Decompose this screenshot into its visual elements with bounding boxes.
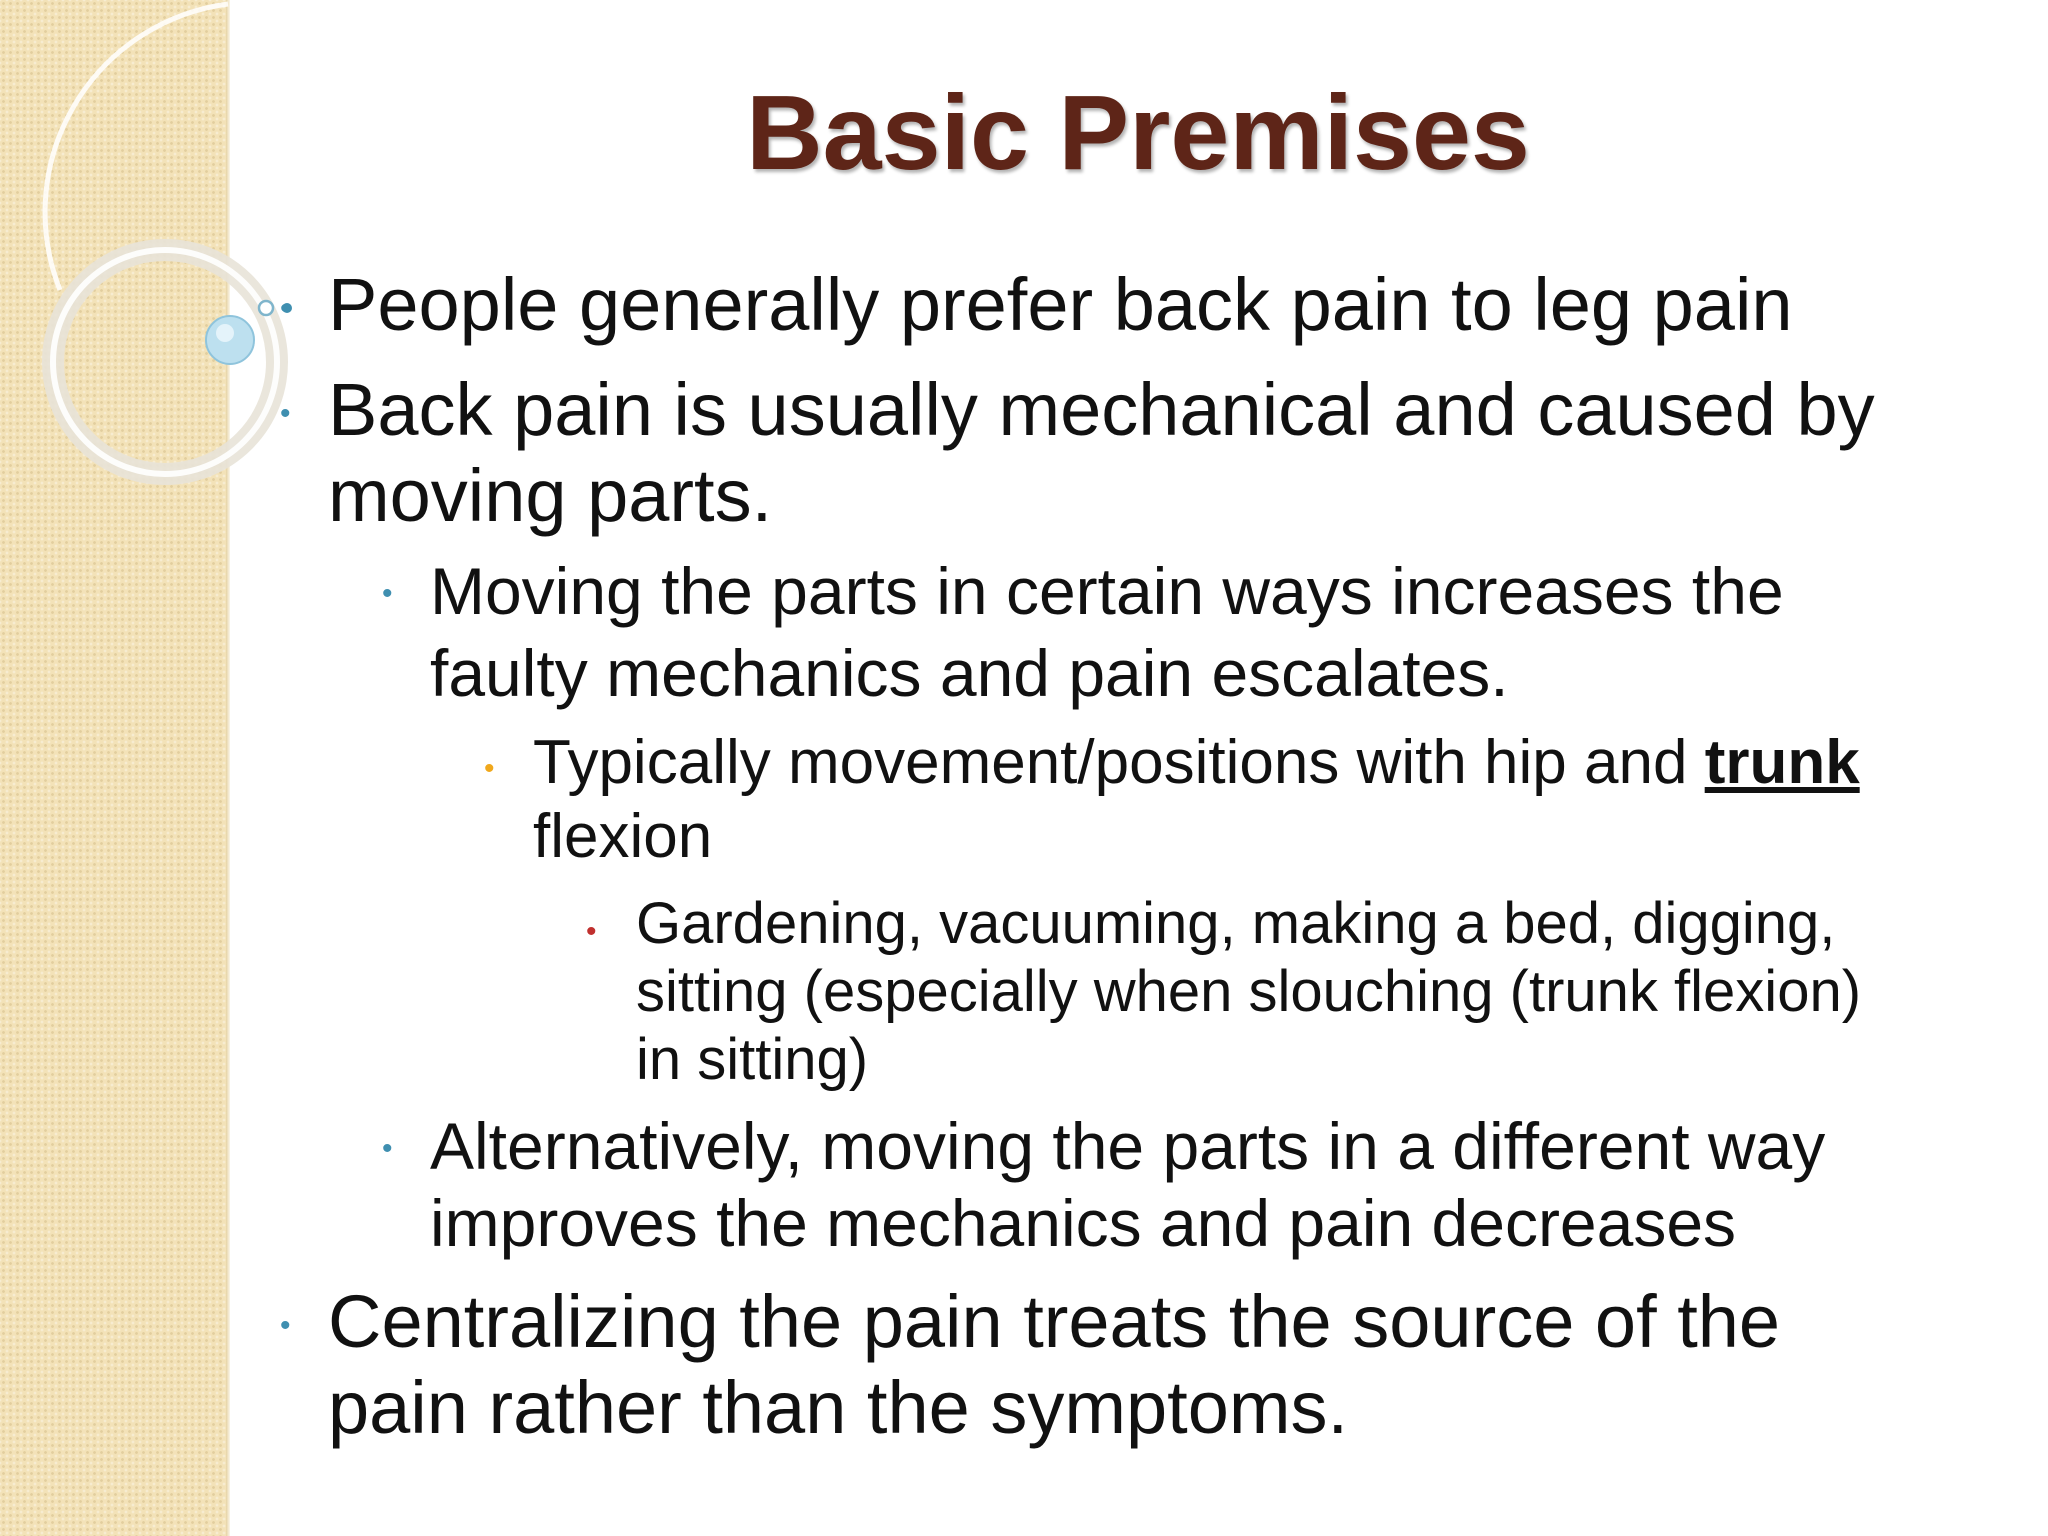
bullet-dot: • <box>280 292 291 325</box>
bullet-text: People generally prefer back pain to leg pain <box>328 263 1793 346</box>
bullet-text-continued: flexion <box>533 802 713 871</box>
bullet-dot: • <box>586 915 597 948</box>
slide-title: Basic Premises <box>746 74 1530 192</box>
bullet-dot: • <box>484 752 495 785</box>
bullet-text: Back pain is usually mechanical and caused by <box>328 368 1875 451</box>
bullet-dot: • <box>280 1309 291 1342</box>
bullet-dot: • <box>382 577 393 610</box>
bullet-text-continued: pain rather than the symptoms. <box>328 1366 1349 1449</box>
bullet-text <box>533 726 1860 800</box>
bullet-dot: • <box>382 1132 393 1165</box>
bullet-text-continued: in sitting) <box>636 1027 869 1092</box>
bullet-text-continued: moving parts. <box>328 454 773 537</box>
bullet-text-plain: Typically movement/positions with hip and <box>533 728 1705 797</box>
bullet-text-continued: sitting (especially when slouching (trunk flexion) <box>636 959 1862 1024</box>
bullet-text: Moving the parts in certain ways increases the <box>430 554 1784 628</box>
bullet-text-continued: improves the mechanics and pain decreases <box>430 1186 1737 1260</box>
emphasized-word: trunk <box>1704 728 1860 797</box>
bullet-text: Centralizing the pain treats the source of the <box>328 1280 1781 1363</box>
bullet-text-continued: faulty mechanics and pain escalates. <box>430 636 1509 710</box>
bullet-text: Alternatively, moving the parts in a different way <box>430 1109 1826 1183</box>
bullet-dot: • <box>280 397 291 430</box>
bullet-text: Gardening, vacuuming, making a bed, digging, <box>636 891 1836 956</box>
